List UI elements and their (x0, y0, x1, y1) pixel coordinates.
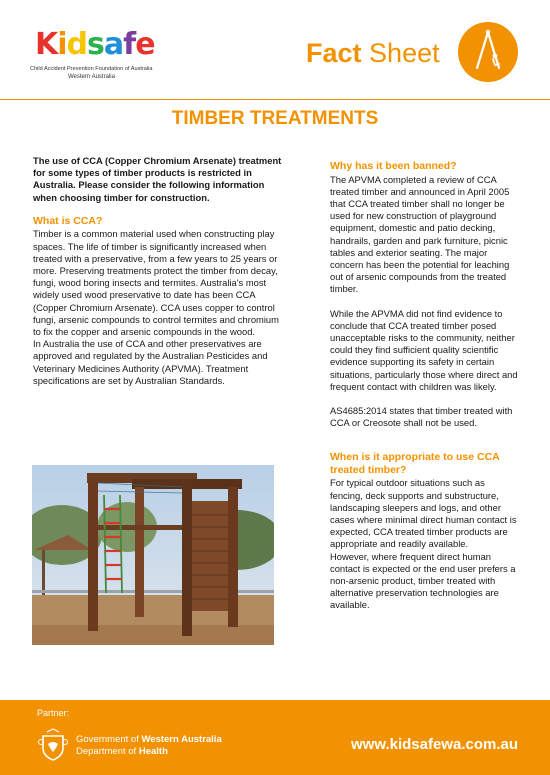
gov-prefix: Government of (76, 734, 142, 745)
logo-letter: K (35, 27, 58, 62)
fact-sheet-title (306, 38, 440, 69)
logo-letter: d (66, 27, 88, 62)
section-heading-why-banned: Why has it been banned? (330, 160, 457, 172)
header-divider (0, 99, 550, 100)
header (0, 0, 550, 100)
logo-letter: a (103, 27, 124, 62)
body-paragraph: AS4685:2014 states that timber treated with CCA or Creosote shall not be used. (330, 404, 513, 429)
body-paragraph: While the APVMA did not find evidence to conclude that CCA treated timber posed unacceptable risks to the community, neither could they find sufficient quality scientific evidence supporting its safety in certain situations, particularly those where direct and frequent contact with children was likely. (330, 307, 518, 392)
section-heading-what-is-cca: What is CCA? (33, 214, 103, 227)
timber-playframe-image (32, 465, 274, 645)
logo-wordmark (35, 28, 155, 62)
body-paragraph: The APVMA completed a review of CCA treated timber and announced in April 2005 that CCA treated timber shall no longer be used for new construction of playground equipment, domestic and patio decking, handrails, garden and park furniture, picnic tables and exterior seating. The major concern has been the potential for leaching out of arsenic compounds from the treated timber. (330, 173, 510, 295)
swing-badge (458, 22, 518, 82)
page-title: TIMBER TREATMENTS (171, 108, 379, 129)
logo-letter: f (123, 27, 136, 62)
partner-label: Partner: (37, 708, 70, 718)
logo-letter: e (135, 27, 155, 62)
fact-word: Fact (306, 38, 362, 68)
right-column (330, 160, 520, 612)
body-paragraph: For typical outdoor situations such as fencing, deck supports and substructure, landscaping sleepers and logs, and other cases where minimal direct human contact is expected, CCA treated timber products are appropriate and readily available. (330, 477, 517, 550)
left-column (33, 155, 283, 387)
section-heading-when-appropriate: When is it appropriate to use CCA treated timber? (330, 451, 500, 476)
intro-paragraph: The use of CCA (Copper Chromium Arsenate) treatment for some types of timber products is restricted in Australia. Please consider the following information when choosing timber for construction. (33, 155, 282, 203)
swing-icon (458, 22, 518, 82)
body-paragraph: In Australia the use of CCA and other preservatives are approved and regulated by the Australian Pesticides and Veterinary Medicines Authority (APVMA). Treatment specifications are set by Australian Standards. (33, 338, 268, 386)
department-line (76, 746, 168, 757)
dept-prefix: Department of (76, 746, 139, 757)
government-line (76, 734, 222, 745)
wa-crest-icon (37, 728, 69, 762)
footer (0, 700, 550, 775)
logo-subtitle: Child Accident Prevention Foundation of Australia (30, 66, 153, 72)
kidsafe-logo (30, 28, 195, 90)
website-url[interactable]: www.kidsafewa.com.au (351, 736, 518, 753)
sheet-word: Sheet (369, 38, 440, 68)
playground-photo (32, 465, 274, 645)
gov-state: Western Australia (141, 734, 222, 745)
body-paragraph: Timber is a common material used when constructing play spaces. The life of timber is significantly increased when treated with a preservative, from a few years to 25 years or more. Preserving treatments protect the timber from decay, fungi, wood boring insects and termites. Australia's most widely used wood preservative to date has been CCA (Copper Chromium Arsenate). CCA uses copper to control fungi, arsenic compounds to control termites and chromium to fix the copper and arsenic compounds in the wood. (33, 228, 279, 337)
dept-name: Health (138, 746, 168, 757)
logo-region: Western Australia (68, 74, 115, 80)
body-paragraph: However, where frequent direct human contact is expected or the end user prefers a non-arsenic product, timber treated with alternative preservation technologies are available. (330, 550, 516, 611)
logo-letter: i (57, 27, 67, 62)
logo-letter: s (87, 27, 104, 62)
